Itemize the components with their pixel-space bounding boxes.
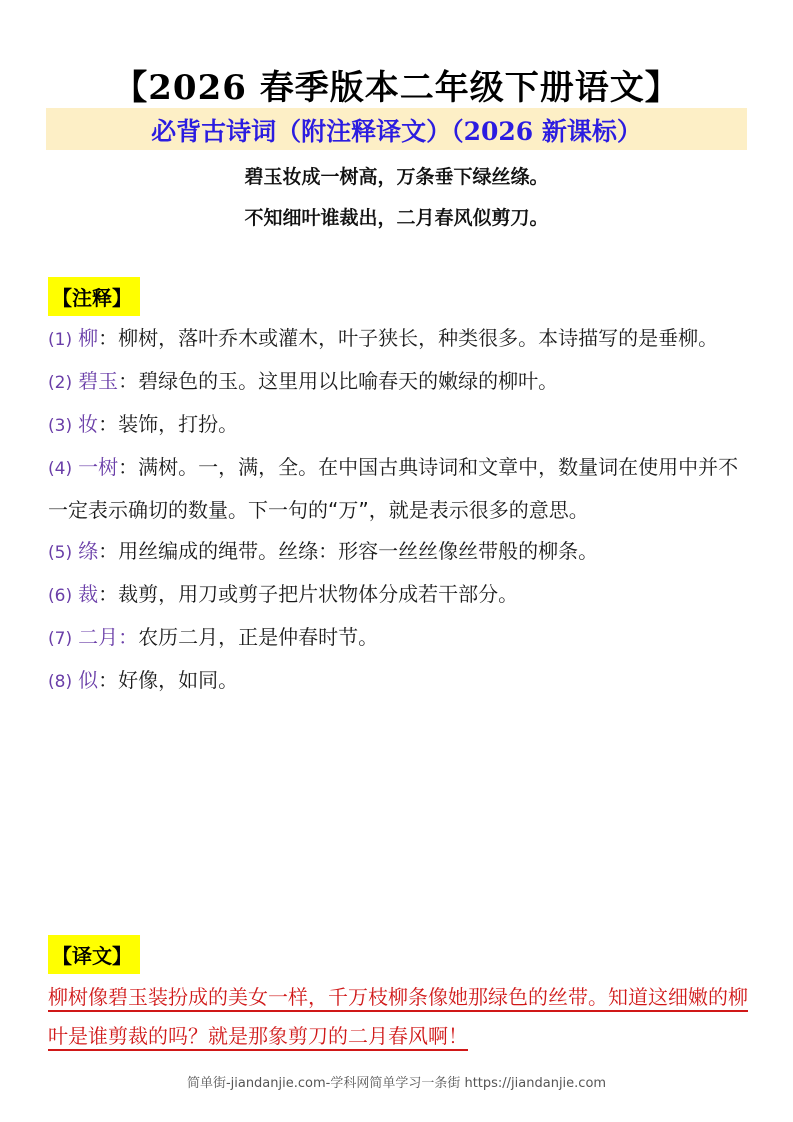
note-term: 一树 xyxy=(78,455,119,479)
translation-text: 柳树像碧玉装扮成的美女一样，千万枝柳条像她那绿色的丝带。知道这细嫩的柳叶是谁剪裁的吗？就是那象剪刀的二月春风啊！ xyxy=(48,985,748,1048)
note-text: ：好像，如同。 xyxy=(98,668,239,692)
note-text: ：裁剪，用刀或剪子把片状物体分成若干部分。 xyxy=(98,582,519,606)
note-item xyxy=(48,531,748,574)
translation-paragraph xyxy=(48,978,748,1056)
note-item xyxy=(48,447,748,531)
note-item xyxy=(48,660,748,703)
note-item xyxy=(48,617,748,660)
note-term: 妆 xyxy=(78,412,99,436)
note-number: (8) xyxy=(48,672,73,692)
note-text: ：碧绿色的玉。这里用以比喻春天的嫩绿的柳叶。 xyxy=(118,369,559,393)
note-text: 农历二月，正是仲春时节。 xyxy=(138,625,379,649)
page-title: 【2026 春季版本二年级下册语文】 xyxy=(113,68,680,108)
note-number: (4) xyxy=(48,459,73,479)
notes-list xyxy=(48,318,748,703)
note-number: (5) xyxy=(48,543,73,563)
note-term: 柳 xyxy=(78,326,99,350)
note-text: ：满树。一，满，全。在中国古典诗词和文章中，数量词在使用中并不一定表示确切的数量。下一句的“万”，就是表示很多的意思。 xyxy=(48,455,739,522)
note-number: (2) xyxy=(48,373,73,393)
note-number: (6) xyxy=(48,586,73,606)
poem-line-1: 碧玉妆成一树高，万条垂下绿丝绦。 xyxy=(244,166,549,188)
note-term: 绦 xyxy=(78,539,99,563)
page-subtitle: 必背古诗词（附注释译文）（2026 新课标） xyxy=(151,117,642,146)
note-term: 二月： xyxy=(78,625,139,649)
poem-line-2: 不知细叶谁裁出，二月春风似剪刀。 xyxy=(244,207,549,229)
notes-label: 【注释】 xyxy=(48,277,140,316)
note-item xyxy=(48,404,748,447)
note-term: 似 xyxy=(78,668,99,692)
note-item xyxy=(48,318,748,361)
note-number: (7) xyxy=(48,629,73,649)
note-number: (1) xyxy=(48,330,73,350)
note-number: (3) xyxy=(48,416,73,436)
note-item xyxy=(48,361,748,404)
note-term: 裁 xyxy=(78,582,99,606)
page-footer: 简单街-jiandanjie.com-学科网简单学习一条街 https://jiandanjie.com xyxy=(186,1076,607,1091)
note-text: ：用丝编成的绳带。丝绦：形容一丝丝像丝带般的柳条。 xyxy=(98,539,599,563)
note-term: 碧玉 xyxy=(78,369,119,393)
translation-label: 【译文】 xyxy=(48,935,140,974)
note-item xyxy=(48,574,748,617)
note-text: ：柳树，落叶乔木或灌木，叶子狭长，种类很多。本诗描写的是垂柳。 xyxy=(98,326,719,350)
note-text: ：装饰，打扮。 xyxy=(98,412,239,436)
